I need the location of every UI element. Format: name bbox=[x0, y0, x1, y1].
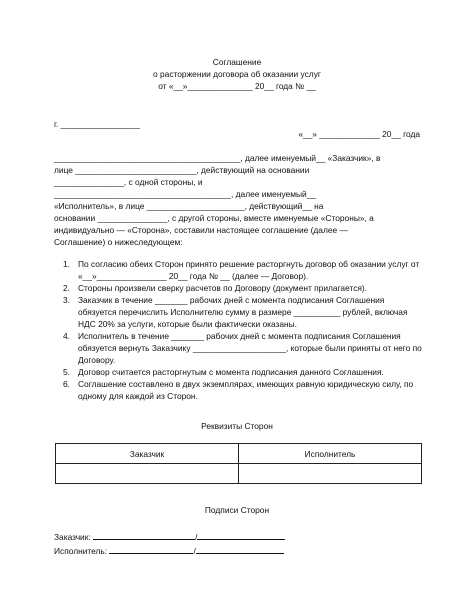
item-number: 5. bbox=[63, 367, 70, 377]
customer-signature-row bbox=[54, 530, 285, 543]
list-item bbox=[54, 330, 424, 366]
customer-name-line bbox=[197, 530, 285, 540]
item-number: 1. bbox=[63, 259, 70, 269]
column-header-contractor: Исполнитель bbox=[239, 444, 422, 464]
preamble-line: индивидуально — «Сторона», составили настоящее соглашение (далее — bbox=[54, 225, 348, 235]
requisites-table bbox=[55, 443, 422, 484]
item-number: 6. bbox=[63, 379, 70, 389]
item-text: Исполнитель в течение _______ рабочих дней с момента подписания Соглашения обязуется вернуть Заказчику ____________________, которые были приняты от него по Договору. bbox=[78, 331, 422, 365]
contractor-signature-line bbox=[109, 544, 196, 556]
contractor-signature-label: Исполнитель: bbox=[54, 546, 108, 556]
contractor-name-line bbox=[196, 544, 284, 554]
customer-signature-line bbox=[93, 530, 198, 542]
customer-signature-label: Заказчик: bbox=[54, 532, 91, 542]
item-text: Заказчик в течение _______ рабочих дней с момента подписания Соглашения обязуется перечислить Исполнителю сумму в размере __________ рублей, включая НДС 20% за услуги, которые были фактически оказаны. bbox=[78, 295, 408, 329]
document-subtitle: о расторжении договора об оказании услуг bbox=[153, 69, 321, 79]
list-item bbox=[54, 294, 424, 330]
document-title: Соглашение bbox=[212, 57, 262, 67]
document-date-line: от «__»______________ 20__ года № __ bbox=[158, 81, 316, 91]
list-item bbox=[54, 378, 424, 402]
preamble-line: лице __________________________, действующий на основании bbox=[54, 165, 310, 175]
item-number: 2. bbox=[63, 283, 70, 293]
signatures-heading: Подписи Сторон bbox=[204, 505, 270, 515]
item-text: По согласию обеих Сторон принято решение расторгнуть договор об оказании услуг от «__»_______________ 20__ года № __ (далее — Договор). bbox=[78, 259, 420, 281]
preamble-line: _______________, с одной стороны, и bbox=[54, 177, 203, 187]
preamble bbox=[54, 152, 422, 248]
agreement-items bbox=[54, 258, 424, 402]
table-row bbox=[56, 464, 422, 484]
table-row bbox=[56, 444, 422, 464]
signature-separator: / bbox=[193, 546, 196, 556]
preamble-line: Соглашение) о нижеследующем: bbox=[54, 237, 183, 247]
signature-separator: / bbox=[195, 532, 198, 542]
customer-requisites-cell bbox=[56, 464, 239, 484]
item-number: 3. bbox=[63, 295, 70, 305]
requisites-heading: Реквизиты Сторон bbox=[201, 421, 273, 431]
preamble-line: ______________________________________, далее именуемый__ bbox=[54, 189, 316, 199]
item-text: Соглашение составлено в двух экземплярах, имеющих равную юридическую силу, по одному для каждой из Сторон. bbox=[78, 379, 414, 401]
city-field: г. _________________ bbox=[54, 119, 140, 129]
signing-date: «__» _____________ 20__ года bbox=[298, 129, 420, 139]
list-item bbox=[54, 258, 424, 282]
item-text: Договор считается расторгнутым с момента подписания данного Соглашения. bbox=[78, 367, 384, 377]
preamble-line: ________________________________________, далее именуемый__ «Заказчик», в bbox=[54, 153, 381, 163]
contractor-signature-row bbox=[54, 544, 284, 557]
item-number: 4. bbox=[63, 331, 70, 341]
preamble-line: «Исполнитель», в лице _____________________, действующий__ на bbox=[54, 201, 324, 211]
list-item bbox=[54, 366, 424, 378]
item-text: Стороны произвели сверку расчетов по Договору (документ прилагается). bbox=[78, 283, 368, 293]
column-header-customer: Заказчик bbox=[56, 444, 239, 464]
preamble-line: основании _______________, с другой стороны, вместе именуемые «Стороны», а bbox=[54, 213, 374, 223]
list-item bbox=[54, 282, 424, 294]
contractor-requisites-cell bbox=[239, 464, 422, 484]
